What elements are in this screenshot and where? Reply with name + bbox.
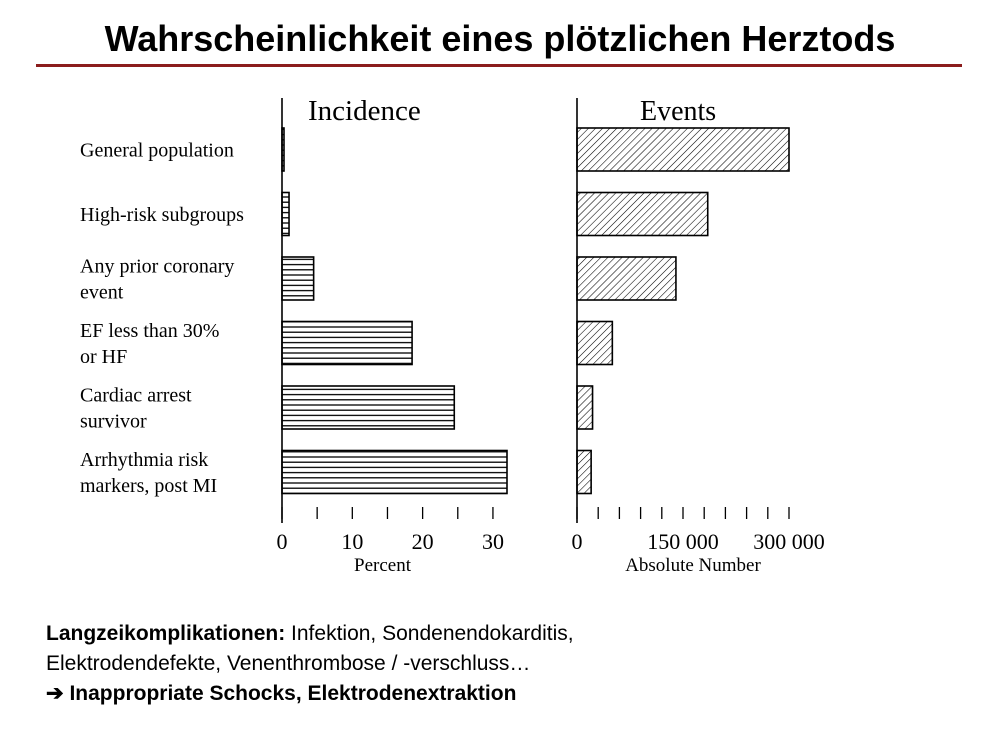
x-tick-label: 10	[341, 529, 364, 554]
bar	[282, 322, 412, 365]
notes-heading: Langzeikomplikationen:	[46, 622, 286, 645]
panel-events	[572, 96, 825, 576]
panel-incidence	[277, 95, 508, 576]
bar	[577, 322, 612, 365]
category-label: EF less than 30%	[80, 320, 220, 342]
category-label: event	[80, 281, 124, 304]
bar	[577, 451, 591, 494]
notes-line-2: Elektrodendefekte, Venenthrombose / -verschluss…	[46, 652, 531, 675]
notes-line-3	[46, 679, 946, 709]
bar	[282, 193, 289, 236]
category-label: survivor	[80, 410, 147, 433]
category-label: Any prior coronary	[80, 255, 235, 278]
notes-line-1	[46, 619, 946, 649]
bar	[577, 193, 708, 236]
bar	[282, 386, 454, 429]
category-label: Arrhythmia risk	[80, 449, 209, 471]
notes-block	[46, 619, 946, 709]
x-axis-label: Percent	[354, 555, 411, 576]
sudden-cardiac-death-chart	[0, 80, 1000, 585]
bar	[282, 257, 314, 300]
bar	[577, 386, 593, 429]
x-tick-label: 300 000	[753, 529, 825, 554]
bar	[577, 257, 676, 300]
notes-conclusion: Inappropriate Schocks, Elektrodenextraktion	[69, 682, 517, 705]
category-label: Cardiac arrest	[80, 384, 192, 407]
notes-line-1-text: Infektion, Sondenendokarditis,	[285, 622, 574, 645]
title-divider	[36, 64, 962, 67]
panel-title: Incidence	[308, 95, 421, 127]
x-tick-label: 30	[481, 529, 504, 554]
category-label: High-risk subgroups	[80, 204, 244, 226]
slide-title: Wahrscheinlichkeit eines plötzlichen Herztods	[104, 18, 896, 59]
x-tick-label: 20	[411, 529, 434, 554]
x-tick-label: 0	[276, 529, 288, 554]
x-axis-label: Absolute Number	[625, 555, 761, 576]
arrow-icon: ➔	[46, 682, 64, 705]
x-tick-label: 0	[571, 529, 583, 554]
panel-title: Events	[640, 96, 717, 127]
category-label: or HF	[80, 346, 128, 368]
category-label: General population	[80, 139, 234, 162]
bar	[282, 451, 507, 494]
category-label: markers, post MI	[80, 475, 218, 497]
x-tick-label: 150 000	[647, 529, 719, 554]
bar	[577, 128, 789, 171]
